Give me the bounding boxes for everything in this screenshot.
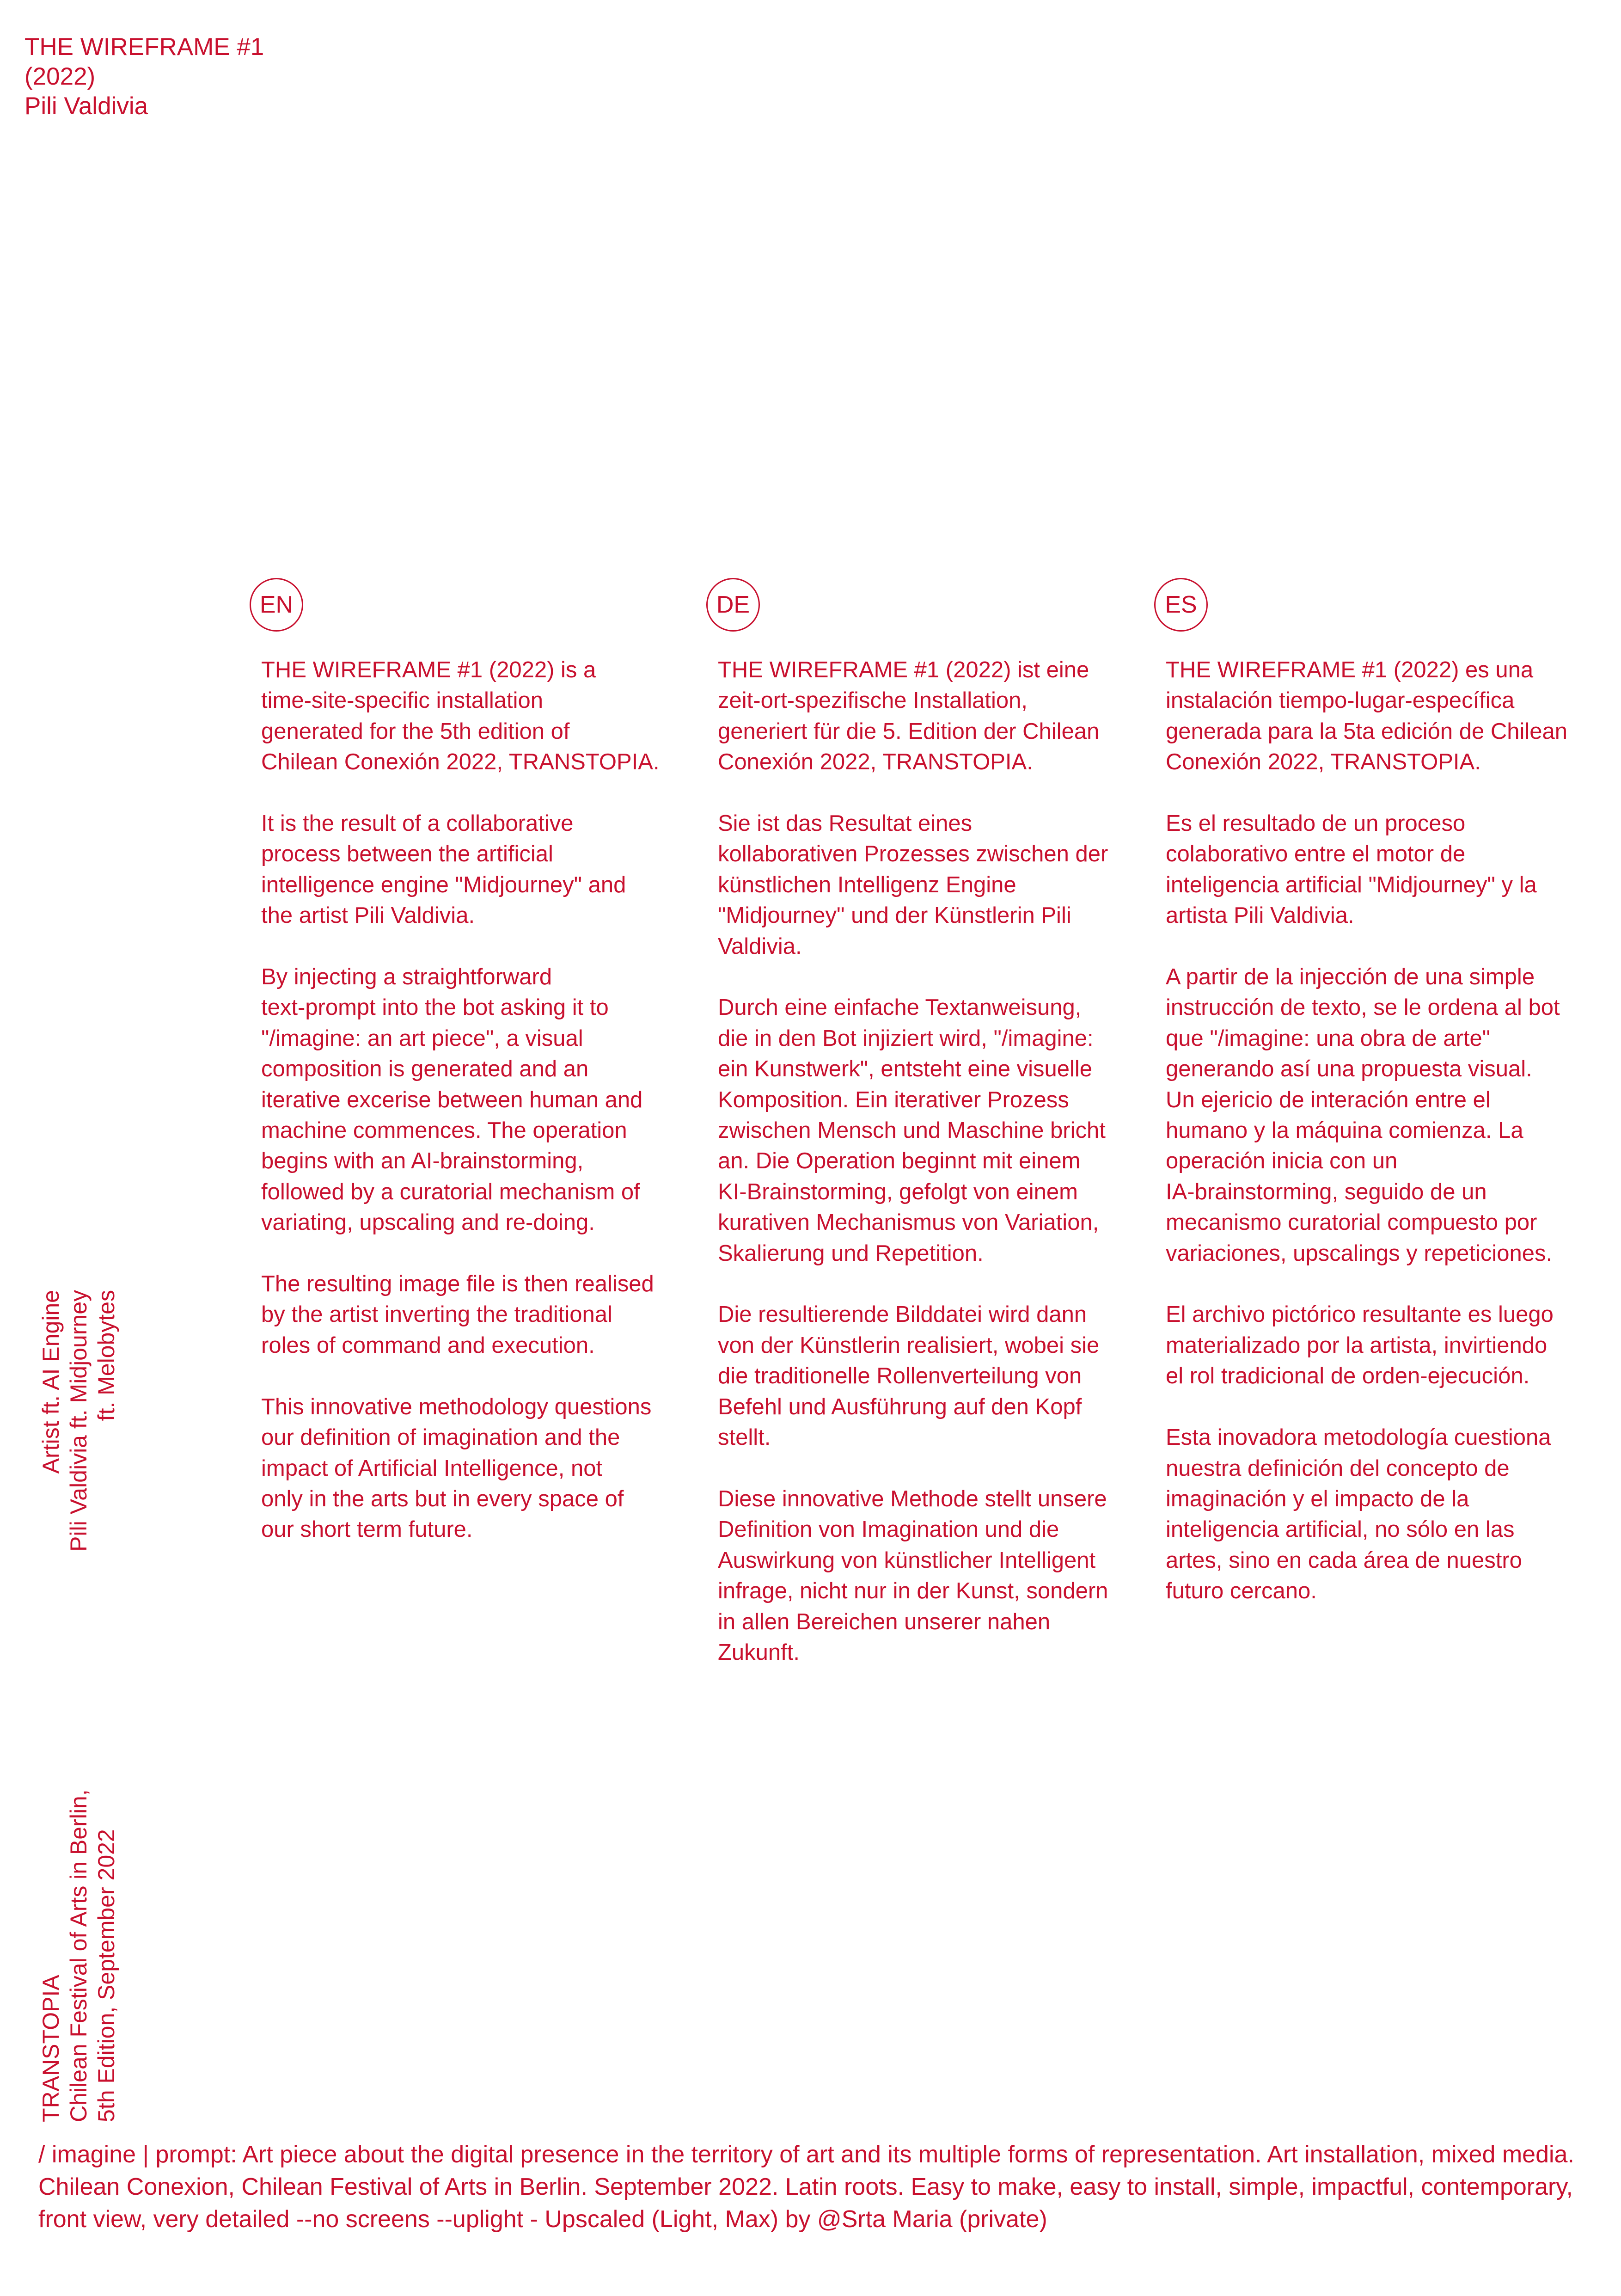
side-credits-line: Artist ft. AI Engine xyxy=(38,1290,64,1474)
footer-line: / imagine | prompt: Art piece about the digital presence in the territory of art and its multiple forms of representation. Art installation, mixed media. xyxy=(38,2141,1574,2168)
paragraph: THE WIREFRAME #1 (2022) es una instalación tiempo-lugar-específica generada para la 5ta edición de Chilean Conexión 2022, TRANSTOPIA. xyxy=(1166,657,1568,775)
paragraph: A partir de la injección de una simple instrucción de texto, se le ordena al bot que "/imagine: una obra de arte" generando así una propuesta visual. Un ejericio de interación entre el humano y la máquina comienza. La operación inicia con un IA-brainstorming, seguido de un mecanismo curatorial compuesto por variaciones, upscalings y repeticiones. xyxy=(1166,964,1560,1266)
side-credits xyxy=(37,1290,176,1614)
header-artist: Pili Valdivia xyxy=(24,92,148,120)
column-en xyxy=(261,578,696,1576)
paragraph: Es el resultado de un proceso colaborativo entre el motor de inteligencia artificial "Midjourney" y la artista Pili Valdivia. xyxy=(1166,811,1537,928)
paragraph: Die resultierende Bilddatei wird dann von der Künstlerin realisiert, wobei sie die traditionelle Rollenverteilung von Befehl und Ausführung auf den Kopf stellt. xyxy=(718,1302,1100,1450)
side-credits-line: Pili Valdivia ft. Midjourney xyxy=(66,1290,92,1552)
paragraph: El archivo pictórico resultante es luego materializado por la artista, invirtiendo el rol tradicional de orden-ejecución. xyxy=(1166,1302,1554,1389)
header-year: (2022) xyxy=(24,63,96,90)
lang-badge-de: DE xyxy=(706,578,760,632)
side-credits-line: ft. Melobytes xyxy=(93,1290,119,1421)
paragraph: By injecting a straightforward text-prompt into the bot asking it to "/imagine: an art piece", a visual composition is generated and an iterative excerise between human and machine commences. The operation begins with an AI-brainstorming, followed by a curatorial mechanism of variating, upscaling and re-doing. xyxy=(261,964,643,1235)
footer-line: front view, very detailed --no screens --uplight - Upscaled (Light, Max) by @Srta Maria (private) xyxy=(38,2206,1047,2233)
footer-prompt xyxy=(38,2138,1591,2235)
paragraph: Durch eine einfache Textanweisung, die in den Bot injiziert wird, "/imagine: ein Kunstwerk", entsteht eine visuelle Komposition. Ein iterativer Prozess zwischen Mensch und Maschine bricht an. Die Operation beginnt mit einem KI-Brainstorming, gefolgt von einem kurativen Mechanismus von Variation, Skalierung und Repetition. xyxy=(718,995,1106,1266)
paragraph: THE WIREFRAME #1 (2022) ist eine zeit-ort-spezifische Installation, generiert für die 5. Edition der Chilean Conexión 2022, TRANSTOPIA. xyxy=(718,657,1100,775)
paragraph: Sie ist das Resultat eines kollaborativen Prozesses zwischen der künstlichen Intelligenz Engine "Midjourney" und der Künstlerin Pili Valdivia. xyxy=(718,811,1108,959)
footer-line: Chilean Conexion, Chilean Festival of Arts in Berlin. September 2022. Latin roots. Easy to make, easy to install, simple, impactful, contemporary, xyxy=(38,2173,1573,2200)
side-event-line: 5th Edition, September 2022 xyxy=(93,1829,119,2122)
paragraph: Diese innovative Methode stellt unsere Definition von Imagination und die Auswirkung von künstlicher Intelligent infrage, nicht nur in der Kunst, sondern in allen Bereichen unserer nahen Zukunft. xyxy=(718,1486,1108,1665)
paragraph: The resulting image file is then realised by the artist inverting the traditional roles of command and execution. xyxy=(261,1271,654,1358)
paragraph: It is the result of a collaborative process between the artificial intelligence engine "Midjourney" and the artist Pili Valdivia. xyxy=(261,811,626,928)
paragraph: Esta inovadora metodología cuestiona nuestra definición del concepto de imaginación y el impacto de la inteligencia artificial, no sólo en las artes, sino en cada área de nuestro futuro cercano. xyxy=(1166,1425,1551,1604)
lang-badge-en: EN xyxy=(250,578,303,632)
side-event-line: TRANSTOPIA xyxy=(38,1975,64,2122)
column-es xyxy=(1166,578,1600,1637)
header-title: THE WIREFRAME #1 xyxy=(24,33,264,61)
paragraph: This innovative methodology questions our definition of imagination and the impact of Artificial Intelligence, not only in the arts but in every space of our short term future. xyxy=(261,1394,652,1542)
side-event-line: Chilean Festival of Arts in Berlin, xyxy=(66,1789,92,2122)
header xyxy=(24,32,264,121)
paragraph: THE WIREFRAME #1 (2022) is a time-site-specific installation generated for the 5th edition of Chilean Conexión 2022, TRANSTOPIA. xyxy=(261,657,660,775)
column-de xyxy=(718,578,1152,1699)
lang-badge-es: ES xyxy=(1154,578,1208,632)
side-event xyxy=(37,1752,176,2122)
